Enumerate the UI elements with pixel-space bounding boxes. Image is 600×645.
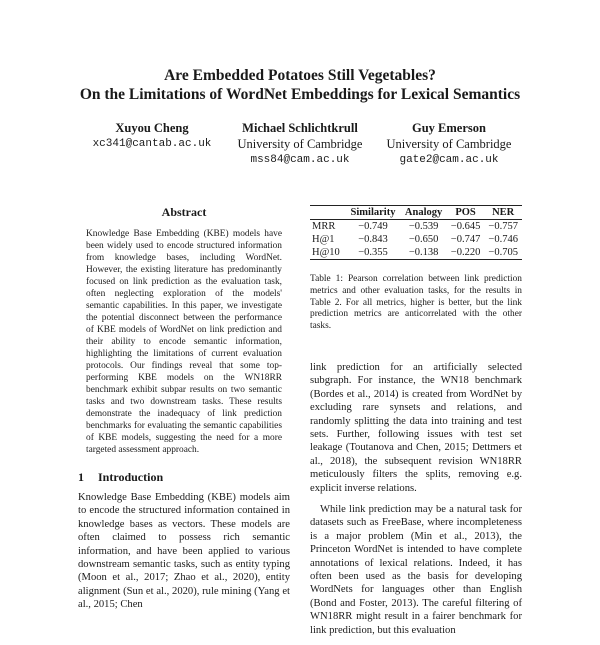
paragraph: While link prediction may be a natural task for datasets such as FreeBase, where incompleteness is a major problem (Min et al., 2013), the Princeton WordNet is intended to have complete annotations of lexical relations. Indeed, it has often been used as the basis for developing WordNets for languages other than English (Bond and Foster, 2013). The careful filtering of WN18RR might result in a fairer benchmark for link prediction, but this evaluation [310, 504, 522, 636]
table-cell: −0.539 [408, 221, 439, 232]
table-cell: H@1 [312, 234, 335, 245]
table-header-cell: POS [455, 207, 476, 218]
table-cell: −0.746 [488, 234, 518, 245]
table-row [310, 233, 522, 246]
table-header-cell [310, 206, 346, 220]
section-title: Introduction [98, 470, 164, 484]
author-affiliation: University of Cambridge [237, 137, 363, 151]
table-cell: −0.650 [408, 234, 439, 245]
table-cell: H@10 [312, 247, 340, 258]
author-email[interactable]: gate2@cam.ac.uk [399, 154, 499, 166]
table-header-row [310, 206, 522, 220]
table-cell: −0.220 [450, 247, 481, 258]
table-cell: −0.138 [408, 247, 439, 258]
paper-title [0, 66, 600, 104]
author-block-1 [93, 120, 212, 152]
table-cell: −0.843 [358, 234, 388, 245]
table-cell: −0.749 [358, 221, 388, 232]
author-email[interactable]: mss84@cam.ac.uk [250, 154, 350, 166]
table-row [310, 220, 522, 234]
paragraph: link prediction for an artificially selected subgraph. For instance, the WN18 benchmark (Bordes et al., 2014) is created from WordNet by excluding rare synsets and relations, and randomly splitting the data into training and test sets. Further, following issues with test set leakage (Toutanova and Chen, 2015; Dettmers et al., 2018), the subsequent revision WN18RR meticulously filters the splits, removing e.g. explicit inverse relations. [310, 361, 522, 494]
introduction-text: Knowledge Base Embedding (KBE) models aim to encode the structured information contained in knowledge bases as vectors. These models are often claimed to possess rich semantic information, and have been applied to various downstream semantic tasks, such as entity typing (Moon et al., 2017; Zhao et al., 2020), entity alignment (Sun et al., 2020), rule mining (Yang et al., 2015; Chen [78, 492, 290, 611]
table-header-cell: Analogy [404, 207, 443, 218]
table-cell: −0.705 [488, 247, 518, 258]
author-name: Guy Emerson [412, 121, 486, 135]
table-caption: Table 1: Pearson correlation between link prediction metrics and other evaluation tasks, for the results in Table 2. For all metrics, higher is better, but the link prediction metrics are anticorrelated with the other tasks. [310, 274, 522, 332]
author-name: Xuyou Cheng [115, 121, 189, 135]
title-line-2: On the Limitations of WordNet Embeddings for Lexical Semantics [79, 86, 521, 103]
table-header-cell: Similarity [350, 207, 396, 218]
left-column [78, 205, 290, 612]
right-column [310, 205, 522, 645]
section-number: 1 [78, 470, 84, 484]
abstract-text: Knowledge Base Embedding (KBE) models have been widely used to encode structured information from knowledge bases, including WordNet. However, the existing literature has predominantly focused on link prediction as the evaluation task, often neglecting exploration of the models' semantic capabilities. In this paper, we investigate the potential disconnect between the performance of KBE models of WordNet on link prediction and their ability to encode semantic information, highlighting the limitations of current evaluation protocols. Our findings reveal that some top-performing KBE models on the WN18RR benchmark exhibit subpar results on two semantic tasks and two downstream tasks. These results demonstrate the inadequacy of link prediction benchmarks for evaluating the semantic capabilities of KBE models, suggesting the need for a more targeted assessment approach. [86, 229, 282, 455]
right-body-text [310, 361, 522, 637]
table-cell: −0.747 [450, 234, 481, 245]
table-row [310, 246, 522, 260]
title-line-1: Are Embedded Potatoes Still Vegetables? [164, 67, 436, 84]
author-affiliation: University of Cambridge [386, 137, 512, 151]
table-cell: −0.355 [358, 247, 388, 258]
table-cell: −0.757 [488, 221, 518, 232]
author-block-2 [238, 120, 363, 168]
author-block-3 [387, 120, 512, 168]
section-heading-introduction [78, 470, 290, 485]
table-cell: −0.645 [450, 221, 481, 232]
table-cell: MRR [312, 221, 336, 232]
results-table [310, 205, 522, 260]
author-name: Michael Schlichtkrull [242, 121, 358, 135]
author-email[interactable]: xc341@cantab.ac.uk [92, 138, 212, 150]
abstract-heading: Abstract [161, 205, 207, 219]
table-header-cell: NER [492, 207, 515, 218]
